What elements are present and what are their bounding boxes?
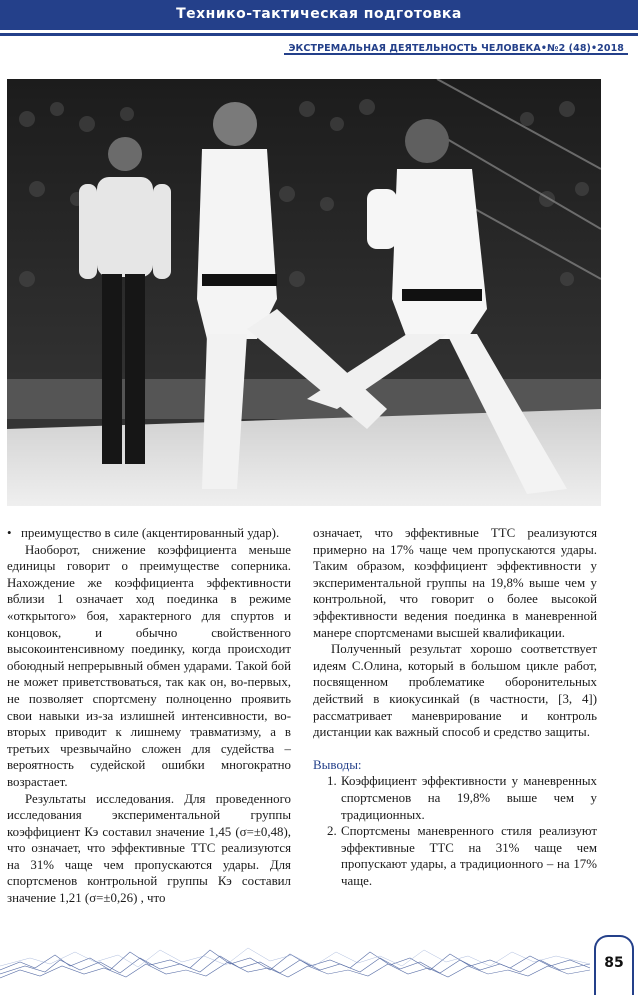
karate-photo-illustration <box>7 79 601 506</box>
section-title: Технико-тактическая подготовка <box>176 6 462 22</box>
footer-wave-decoration <box>0 940 590 980</box>
paragraph: Полученный результат хорошо соответствует идеям С.Олина, который в большом цикле работ, посвященном проблематике оборонительных действий в киокусинкай (в частности, [3, 4]) рассматривает маневрирование и контроль дистанции как важный способ и средство защиты. <box>313 642 597 740</box>
page-number: 85 <box>604 955 624 971</box>
conclusions-heading: Выводы: <box>313 756 362 772</box>
list-item <box>313 823 597 889</box>
text-column-left <box>7 525 291 907</box>
spacer <box>313 749 597 757</box>
list-item <box>313 773 597 823</box>
header-rule <box>0 33 638 36</box>
list-text: Коэффициент эффективности у маневренных спортсменов на 19,8% выше чем у традиционных. <box>341 774 597 822</box>
journal-info <box>284 37 628 55</box>
list-number: 1. <box>327 774 337 789</box>
journal-title: ЭКСТРЕМАЛЬНАЯ ДЕЯТЕЛЬНОСТЬ ЧЕЛОВЕКА•№2 (48)•2018 <box>288 43 624 54</box>
paragraph: Наоборот, снижение коэффициента меньше единицы говорит о преимуществе соперника. Нахождение же коэффициента эффективности вблизи 1 означает ход поединка в режиме «открытого» боя, характерного для спуртов и концовок, и обычно свойственного высокоинтенсивному поединку, когда происходит обоюдный непрерывный обмен ударами. Такой бой не может приветствоваться, так как он, во-первых, не позволяет спортсмену полноценно проявить свои навыки из-за излишней интенсивности, во-вторых приводит к лишнему травматизму, а в третьих чрезвычайно сложен для судейства – вероятность судейской ошибки многократно возрастает. <box>7 542 291 789</box>
karate-bout-photo <box>7 79 601 506</box>
paragraph: означает, что эффективные ТТС реализуются примерно на 17% чаще чем пропускаются удары. Таким образом, коэффициент эффективности у экспериментальной группы на 19,8% выше чем у контрольной, что говорит о более высокой эффективности ведения поединка в маневренной манере спортсменами высшей квалификации. <box>313 526 597 640</box>
list-text: Спортсмены маневренного стиля реализуют эффективные ТТС на 31% чаще чем пропускают удары, а традиционного – на 17% чаще. <box>341 824 597 888</box>
list-number: 2. <box>327 824 337 839</box>
spacer <box>313 741 597 749</box>
paragraph: Результаты исследования. Для проведенного исследования экспериментальной группы коэффициент Кэ составил значение 1,45 (σ=±0,48), что означает, что эффективные ТТС реализуются на 31% чаще чем пропускаются удары. Для спортсменов контрольной группы Кэ составил значение 1,21 (σ=±0,26) , что <box>7 791 291 906</box>
text-column-right <box>313 525 597 889</box>
conclusions-list <box>313 773 597 889</box>
bullet-item: • преимущество в силе (акцентированный удар). <box>7 525 291 542</box>
page-number-tab <box>594 935 634 995</box>
